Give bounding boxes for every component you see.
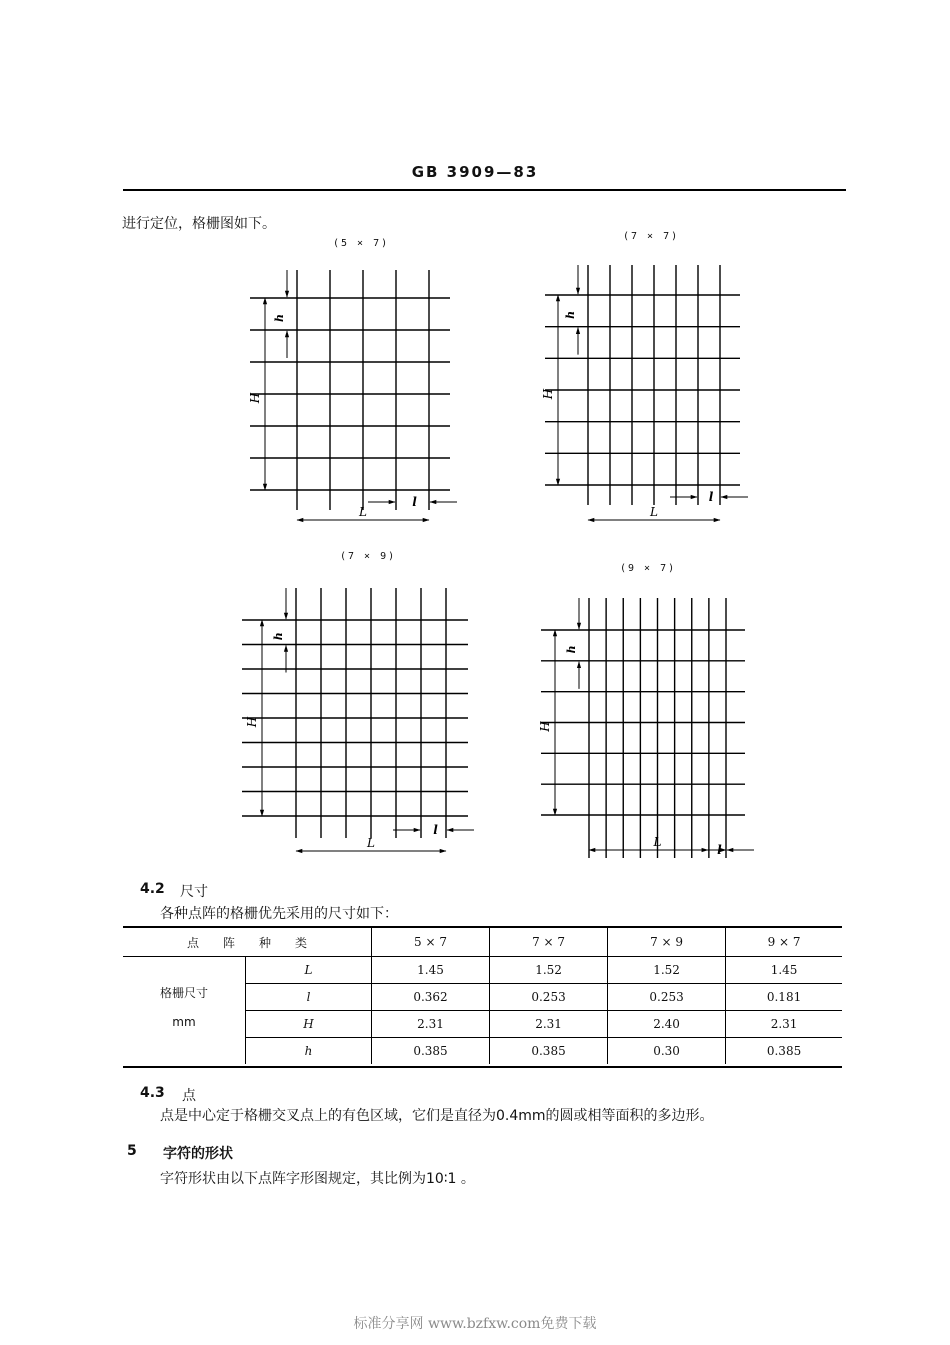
pitch-height-label: h (564, 310, 577, 319)
section-4-3-text: 点是中心定于格栅交叉点上的有色区域，它们是直径为0.4mm的圆或相等面积的多边形。 (160, 1108, 714, 1124)
pitch-width-label: l (412, 495, 417, 509)
table-cell: 2.31 (372, 1011, 490, 1038)
table-cell: 1.52 (490, 957, 608, 984)
table-cell: 1.45 (372, 957, 490, 984)
table-cell: 0.181 (726, 984, 842, 1011)
width-label: L (367, 836, 375, 850)
pitch-width-label: l (433, 823, 438, 837)
table-cell: 0.30 (608, 1038, 726, 1065)
table-header-row (123, 928, 842, 957)
table-cell: 2.31 (490, 1011, 608, 1038)
figure-caption-7x7: (7 × 7) (623, 231, 680, 242)
table-cell: 0.385 (372, 1038, 490, 1065)
intro-text: 进行定位，格栅图如下。 (122, 216, 276, 232)
section-5-number: 5 (127, 1143, 137, 1159)
width-label: L (359, 505, 367, 519)
table-cell: 0.362 (372, 984, 490, 1011)
table-symbol: h (246, 1038, 372, 1065)
table-cell: 1.45 (726, 957, 842, 984)
grid-figure-5x7 (248, 270, 457, 520)
table-symbol: H (246, 1011, 372, 1038)
table-header-col: 5 × 7 (372, 928, 490, 957)
table-row (123, 957, 842, 984)
table-unit-label: mm (172, 1014, 196, 1029)
grid-figure-7x7 (541, 265, 748, 520)
table-row (123, 1011, 842, 1038)
section-4-2-number: 4.2 (140, 881, 165, 897)
section-4-2-text: 各种点阵的格栅优先采用的尺寸如下： (160, 906, 398, 922)
table-symbol: l (246, 984, 372, 1011)
pitch-height-label: h (273, 314, 286, 322)
table-header-label: 点 阵 种 类 (123, 928, 372, 957)
section-4-2-title: 尺寸 (180, 884, 208, 900)
section-4-3-number: 4.3 (140, 1085, 165, 1101)
width-label: L (653, 835, 662, 849)
figure-caption-7x9: (7 × 9) (340, 551, 397, 562)
height-label: H (538, 721, 552, 732)
table-group-label: 格栅尺寸 (159, 985, 208, 1000)
height-label: H (248, 392, 262, 404)
table-cell: 0.253 (608, 984, 726, 1011)
figure-caption-9x7: (9 × 7) (620, 563, 677, 574)
height-label: H (541, 388, 555, 400)
table-cell: 0.385 (490, 1038, 608, 1065)
section-4-3-title: 点 (182, 1088, 196, 1104)
table-bottom-rule (123, 1066, 842, 1068)
table-header-col: 9 × 7 (726, 928, 842, 957)
table-cell: 0.385 (726, 1038, 842, 1065)
pitch-height-label: h (272, 632, 285, 641)
document-header: GB 3909—83 (411, 163, 539, 181)
table-cell: 1.52 (608, 957, 726, 984)
table-cell: 0.253 (490, 984, 608, 1011)
height-label: H (245, 716, 259, 728)
pitch-width-label: l (717, 843, 722, 857)
grid-figure-7x9 (242, 588, 474, 851)
table-cell: 2.40 (608, 1011, 726, 1038)
pitch-width-label: l (708, 490, 714, 504)
pitch-height-label: h (565, 645, 578, 654)
table-symbol: L (246, 957, 372, 984)
table-header-col: 7 × 7 (490, 928, 608, 957)
grid-figure-9x7 (538, 598, 754, 858)
table-cell: 2.31 (726, 1011, 842, 1038)
width-label: L (650, 505, 658, 519)
section-5-title: 字符的形状 (163, 1146, 233, 1162)
figure-caption-5x7: (5 × 7) (333, 238, 390, 249)
table-header-col: 7 × 9 (608, 928, 726, 957)
grid-dimensions-table (123, 928, 842, 1064)
section-5-text: 字符形状由以下点阵字形图规定，其比例为10∶1 。 (160, 1171, 475, 1187)
watermark-footer: 标准分享网 www.bzfxw.com免费下载 (353, 1316, 597, 1332)
